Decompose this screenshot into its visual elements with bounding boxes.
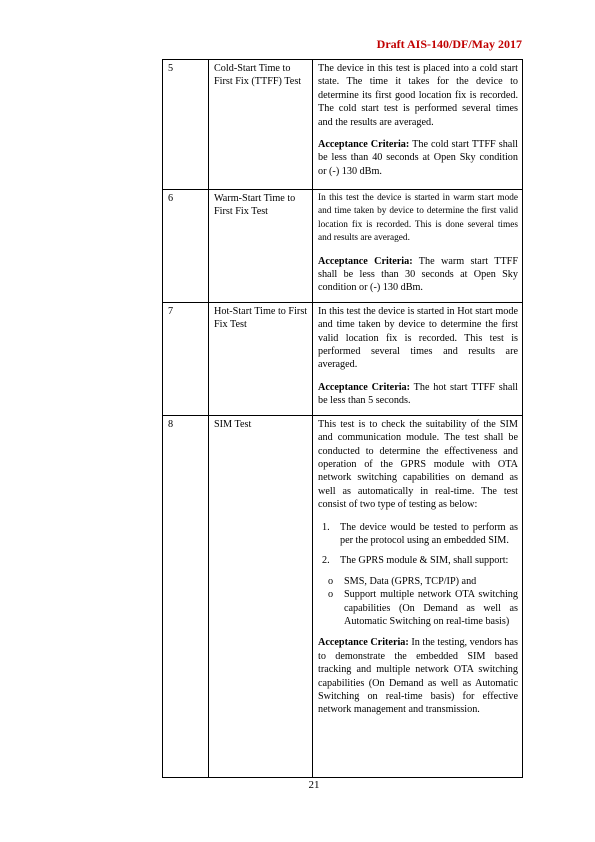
list-number: 2. — [322, 555, 330, 567]
acceptance-criteria — [318, 138, 518, 178]
list-text: The GPRS module & SIM, shall support: — [340, 555, 509, 567]
test-spec-table — [162, 59, 523, 778]
table-row — [163, 415, 523, 777]
acceptance-text: The hot start TTFF shall be less than 5 seconds. — [318, 381, 518, 407]
test-name: Hot-Start Time to First Fix Test — [209, 302, 313, 415]
test-name: Cold-Start Time to First Fix (TTFF) Test — [209, 60, 313, 190]
acceptance-criteria — [318, 255, 518, 295]
test-description: In this test the device is started in Hot start mode and time taken by device to determine the first valid location fix is recorded. This test is performed several times and results are averaged. — [318, 305, 518, 371]
table-row — [163, 190, 523, 303]
acceptance-text: The cold start TTFF shall be less than 40 seconds at Open Sky condition or (-) 130 dBm. — [318, 139, 518, 177]
row-number: 8 — [163, 415, 209, 777]
acceptance-criteria — [318, 381, 518, 408]
acceptance-criteria — [318, 636, 518, 716]
test-description-cell — [313, 190, 523, 303]
bullet-item — [318, 588, 518, 628]
test-description-cell — [313, 415, 523, 777]
bullet-list — [318, 575, 518, 629]
row-number: 5 — [163, 60, 209, 190]
row-number: 6 — [163, 190, 209, 303]
test-name: SIM Test — [209, 415, 313, 777]
page-number: 21 — [308, 779, 320, 791]
test-description: The device in this test is placed into a cold start state. The time it takes for the device to determine its first good location fix is recorded. The cold start test is performed several times and the results are averaged. — [318, 63, 518, 128]
test-name: Warm-Start Time to First Fix Test — [209, 190, 313, 303]
acceptance-label: Acceptance Criteria: — [318, 255, 413, 267]
document-id: Draft AIS-140/DF/May 2017 — [376, 37, 522, 51]
test-description: In this test the device is started in warm start mode and time taken by device to determine the first valid location fix is recorded. This is done several times and results are averaged. — [318, 193, 518, 244]
acceptance-text: The warm start TTFF shall be less than 30 seconds at Open Sky condition or (-) 130 dBm. — [318, 255, 518, 294]
bullet-text: Support multiple network OTA switching capabilities (On Demand as well as Automatic Switching on real-time basis) — [344, 589, 518, 627]
acceptance-text: In the testing, vendors has to demonstrate the embedded SIM based tracking and multiple network OTA switching capabilities (On Demand as well as Automatic Switching on real-time basis) for effective network management and transmission. — [318, 637, 519, 716]
row-number: 7 — [163, 302, 209, 415]
test-description-cell — [313, 60, 523, 190]
table-row — [163, 60, 523, 190]
list-text: The device would be tested to perform as per the protocol using an embedded SIM. — [340, 521, 518, 546]
list-item — [318, 521, 518, 548]
bullet-marker: o — [328, 589, 334, 601]
acceptance-label: Acceptance Criteria: — [318, 381, 411, 393]
bullet-marker: o — [328, 575, 334, 587]
bullet-item — [318, 575, 518, 588]
acceptance-label: Acceptance Criteria: — [318, 637, 409, 649]
acceptance-label: Acceptance Criteria: — [318, 139, 410, 151]
list-number: 1. — [322, 521, 330, 533]
test-description: This test is to check the suitability of the SIM and communication module. The test shall be conducted to determine the effectiveness and operation of the GPRS module with OTA network switching capabilities on demand as well as automatically in real-time. The test consist of two type of testing as below: — [318, 418, 518, 511]
table-row — [163, 302, 523, 415]
list-item — [318, 554, 518, 567]
bullet-text: SMS, Data (GPRS, TCP/IP) and — [344, 575, 477, 587]
test-description-cell — [313, 302, 523, 415]
